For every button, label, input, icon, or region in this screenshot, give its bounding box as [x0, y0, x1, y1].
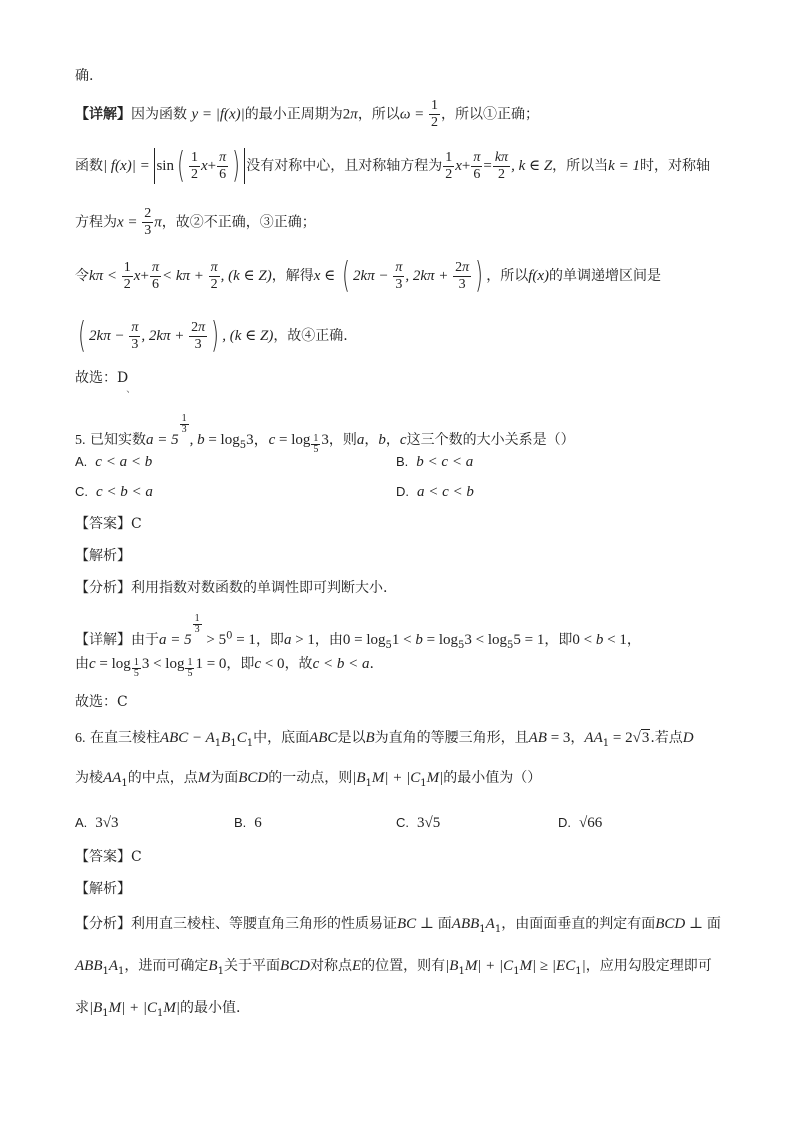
- choice-line: [75, 368, 724, 395]
- text: ，由: [314, 632, 343, 648]
- solution-line: ( 2kπ − $\frac{\pi}{3}$ , 2kπ + $\frac{2\pi}{3}$ ) , (k ∈ Z)，故④正确.: [78, 315, 348, 356]
- text: 确.: [75, 68, 94, 84]
- text: 面: [706, 916, 721, 932]
- text: ，故②不正确，③正确；: [161, 214, 316, 231]
- fraction: $\frac{1}{2}$: [431, 98, 439, 130]
- option-letter: A.: [75, 815, 88, 830]
- q6-stem-2: 为棱$AA_1$的中点，点M为面BCD的一动点，则$|B_1M| + |C_1M|$的最小值为（）: [75, 770, 542, 789]
- option-expr: 3√5: [417, 815, 441, 831]
- q6-analysis-title: [75, 879, 724, 899]
- text-line: [75, 66, 724, 86]
- choice-text: 故选：C: [75, 694, 128, 710]
- detail-label: 【详解】: [75, 632, 131, 648]
- text: 的单调递增区间是: [549, 268, 662, 284]
- text: ，所以: [486, 268, 529, 284]
- q6-fenxi: 【分析】利用直三棱柱、等腰直角三角形的性质易证BC ⊥ 面$ABB_1A_1$，由面面垂直的判定有面BCD ⊥ 面: [75, 916, 721, 935]
- text: 利用指数对数函数的单调性即可判断大小.: [131, 580, 388, 596]
- option-letter: B.: [396, 454, 409, 469]
- option-expr: c < b < a: [96, 484, 153, 500]
- text: ，所以: [357, 106, 400, 123]
- option-expr: c < a < b: [95, 454, 153, 470]
- math-expr: 2π: [342, 106, 358, 123]
- q5-choice: [75, 692, 724, 712]
- text: ，由面面垂直的判定有面: [501, 916, 656, 932]
- text: ，即: [255, 632, 284, 648]
- fenxi-label: 【分析】: [75, 916, 131, 932]
- text: 由: [75, 656, 89, 672]
- text: 没有对称中心，且对称轴方程为: [246, 158, 443, 174]
- text: 由于: [131, 632, 159, 648]
- detail-label: 【详解】: [75, 106, 131, 123]
- question-number: 5.: [75, 433, 86, 448]
- text: 时，对称轴: [639, 158, 710, 174]
- option-letter: D.: [396, 484, 409, 499]
- option-expr: 3√3: [95, 815, 119, 831]
- fenxi-label: 【分析】: [75, 580, 131, 596]
- q6-stem: 6. 在直三棱柱ABC − $A_1B_1C_1$中，底面ABC是以B为直角的等腰三角形，且AB = 3，$AA_1 = 2√3$.若点D: [75, 730, 694, 749]
- text: ，则: [328, 432, 357, 448]
- solution-line: 方程为x = $\frac{2}{3}$ π，故②不正确，③正确；: [75, 206, 316, 238]
- text: 是以: [337, 730, 366, 746]
- answer-text: 【答案】C: [75, 516, 142, 532]
- option-letter: C.: [396, 815, 409, 830]
- text: 为面: [210, 770, 239, 786]
- option-expr: √66: [579, 815, 603, 831]
- text: 利用直三棱柱、等腰直角三角形的性质易证: [131, 916, 397, 932]
- text: 为棱: [75, 770, 103, 786]
- option-letter: C.: [75, 484, 88, 499]
- analysis-label: 【解析】: [75, 548, 131, 564]
- text: ，即: [226, 656, 255, 672]
- text: 的位置，则有: [361, 958, 446, 974]
- text: 为直角的等腰三角形，且: [374, 730, 529, 746]
- question-number: 6.: [75, 731, 86, 746]
- text: 令: [75, 268, 89, 284]
- answer-text: 【答案】C: [75, 849, 142, 865]
- solution-line: 令kπ < $\frac{1}{2}$ x+ $\frac{\pi}{6}$ < kπ + $\frac{\pi}{2}$ , (k ∈ Z)，解得x ∈ ( 2kπ − $\frac{\pi}{3}$ , 2kπ + $\frac{2\pi}{3}$ ) ，所以f(x)的单调递增区间是: [75, 255, 662, 296]
- text: 在直三棱柱: [89, 730, 160, 746]
- text: ，所以①正确；: [441, 106, 540, 123]
- q5-option-d[interactable]: [396, 482, 474, 502]
- text: 的最小正周期为: [244, 106, 343, 123]
- q5-fenxi: [75, 578, 724, 598]
- option-letter: D.: [558, 815, 571, 830]
- text: 求: [75, 1000, 89, 1016]
- text: 因为函数: [131, 106, 187, 123]
- option-letter: A.: [75, 454, 88, 469]
- text: 函数: [75, 158, 103, 174]
- text: 的最小值为（）: [443, 770, 542, 786]
- q6-option-c[interactable]: [396, 813, 440, 833]
- q5-option-a[interactable]: [75, 452, 152, 472]
- q6-option-a[interactable]: [75, 813, 119, 833]
- text: 的中点，点: [127, 770, 198, 786]
- option-expr: 6: [254, 815, 262, 831]
- q6-option-d[interactable]: [558, 813, 602, 833]
- solution-line: 函数| f(x)| = sin( $\frac{1}{2}$ x+ $\frac{\pi}{6}$ ) 没有对称中心，且对称轴方程为 $\frac{1}{2}$ x+ $\frac{\pi}{6}$ = $\frac{k\pi}{2}$ , k ∈ Z，所以当k = 1时，对称轴: [75, 145, 710, 186]
- q5-analysis-title: [75, 546, 724, 566]
- option-letter: B.: [234, 815, 247, 830]
- q6-fenxi-2: $ABB_1A_1$，进而可确定$B_1$关于平面BCD对称点E的位置，则有$|B_1M| + |C_1M| \ge |EC_1|$，应用勾股定理即可: [75, 958, 712, 977]
- text: 方程为: [75, 214, 117, 231]
- option-expr: b < c < a: [416, 454, 474, 470]
- text: ，应用勾股定理即可: [585, 958, 712, 974]
- q5-detail-2: 由c = log $_{\frac{1}{5}}$ 3 < log $_{\frac{1}{5}}$ 1 = 0，即c < 0，故c < b < a.: [75, 656, 374, 679]
- text: ，所以当: [552, 158, 609, 174]
- text: ，解得: [271, 268, 314, 284]
- q5-option-b[interactable]: [396, 452, 473, 472]
- text: 对称点: [309, 958, 352, 974]
- q6-fenxi-3: 求$|B_1M| + |C_1M|$的最小值.: [75, 1000, 241, 1019]
- q5-option-c[interactable]: [75, 482, 153, 502]
- text: 已知实数: [89, 432, 146, 448]
- q5-stem: 5. 已知实数a = 5 $^{\frac{1}{3}}$ , $b = \log_53$，c = log $_{\frac{1}{5}}$ 3，则a，b，c这三个数的大小关系是（）: [75, 413, 575, 455]
- text: ，故: [284, 656, 313, 672]
- math-expr: | f(x)| =: [103, 158, 154, 174]
- text: 若点: [654, 730, 683, 746]
- text: 的一动点，则: [268, 770, 353, 786]
- math-expr: y = |f(x)|: [191, 106, 245, 123]
- text: ，即: [544, 632, 573, 648]
- q5-answer: [75, 514, 724, 534]
- text: 的最小值.: [180, 1000, 241, 1016]
- text: 面: [437, 916, 452, 932]
- q6-option-b[interactable]: [234, 813, 262, 833]
- text: 这三个数的大小关系是（）: [406, 432, 575, 448]
- math-expr: ω =: [399, 106, 429, 123]
- text: ，故④正确.: [273, 328, 348, 344]
- option-expr: a < c < b: [417, 484, 474, 500]
- q6-answer: [75, 847, 724, 867]
- solution-line: [75, 98, 724, 131]
- stray-mark: 、: [126, 385, 136, 395]
- analysis-label: 【解析】: [75, 881, 131, 897]
- text: ，进而可确定: [124, 958, 209, 974]
- text: 关于平面: [223, 958, 280, 974]
- q5-detail: 【详解】由于a = 5 $^{\frac{1}{3}}$ > $5^0 = 1$，即a > 1，由$0 = \log_51 < b = \log_53 < \log_55 = 1$，即0 < b < 1，: [75, 613, 641, 651]
- text: 故选：D: [75, 370, 129, 386]
- text: 中，底面: [253, 730, 310, 746]
